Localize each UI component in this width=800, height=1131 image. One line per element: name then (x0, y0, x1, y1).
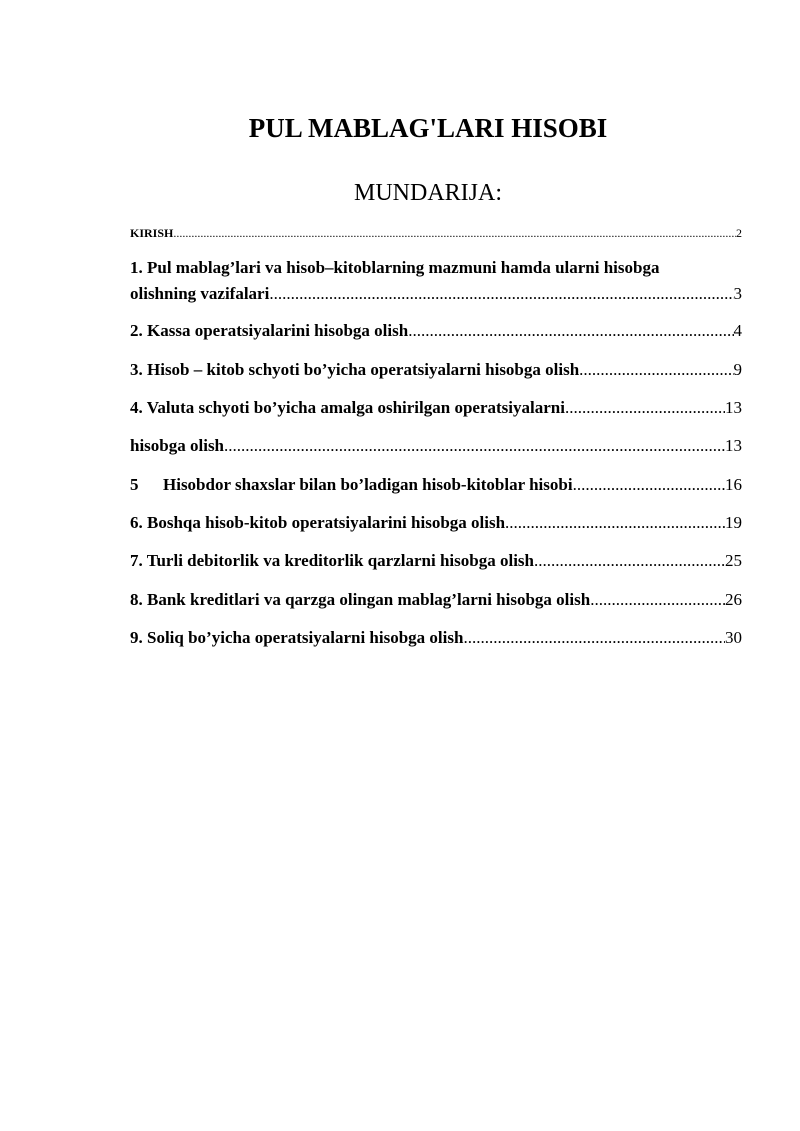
toc-entry-7[interactable] (130, 551, 742, 571)
toc-leader-dots (590, 590, 725, 610)
toc-page-number: 2 (736, 226, 742, 240)
toc-page-number: 13 (725, 436, 742, 455)
toc-entry-4-continued[interactable] (130, 436, 742, 456)
toc-entry-label: 2. Kassa operatsiyalarini hisobga olish (130, 321, 409, 340)
toc-page-number: 3 (733, 284, 742, 303)
toc-entry-9[interactable] (130, 628, 742, 648)
toc-entry-1-line1[interactable]: 1. Pul mablag’lari va hisob–kitoblarning mazmuni hamda ularni hisobga (130, 258, 660, 277)
toc-entry-label: 4. Valuta schyoti bo’yicha amalga oshirilgan operatsiyalarni (130, 398, 565, 417)
toc-heading: MUNDARIJA: (353, 180, 502, 206)
toc-entry-label: 3. Hisob – kitob schyoti bo’yicha operatsiyalarni hisobga olish (130, 360, 580, 379)
toc-entry-label (130, 475, 573, 495)
toc-page-number: 13 (725, 398, 742, 417)
document-title: PUL MABLAG'LARI HISOBI (248, 113, 608, 143)
toc-entry-6[interactable] (130, 513, 742, 533)
toc-entry-3[interactable] (130, 360, 742, 380)
toc-entry-text: Hisobdor shaxslar bilan bo’ladigan hisob-kitoblar hisobi (163, 475, 573, 494)
toc-entry-5[interactable] (130, 475, 742, 495)
toc-leader-dots (573, 475, 725, 495)
toc-leader-dots (534, 551, 725, 571)
toc-entry-label: 8. Bank kreditlari va qarzga olingan mablag’larni hisobga olish (130, 590, 591, 609)
toc-leader-dots (224, 436, 725, 456)
toc-entry-label: 9. Soliq bo’yicha operatsiyalarni hisobga olish (130, 628, 464, 647)
toc-entry-kirish[interactable] (130, 226, 742, 241)
toc-page-number: 19 (725, 513, 742, 532)
toc-entry-label: KIRISH (130, 226, 174, 240)
toc-entry-1[interactable] (130, 284, 742, 304)
toc-entry-label: 6. Boshqa hisob-kitob operatsiyalarini hisobga olish (130, 513, 506, 532)
toc-entry-label: 7. Turli debitorlik va kreditorlik qarzlarni hisobga olish (130, 551, 534, 570)
toc-page-number: 25 (725, 551, 742, 570)
toc-entry-label: olishning vazifalari (130, 284, 270, 303)
toc-entry-4[interactable] (130, 398, 742, 418)
toc-leader-dots (408, 321, 733, 341)
toc-page-number: 26 (725, 590, 742, 609)
toc-entry-label: hisobga olish (130, 436, 225, 455)
toc-entry-number: 5 (130, 475, 139, 494)
toc-entry-8[interactable] (130, 590, 742, 610)
toc-page-number: 16 (725, 475, 742, 494)
toc-leader-dots (579, 360, 733, 380)
toc-page-number: 9 (733, 360, 742, 379)
toc-leader-dots (505, 513, 725, 533)
toc-entry-2[interactable] (130, 321, 742, 341)
toc-leader-dots (463, 628, 725, 648)
toc-leader-dots (269, 284, 733, 304)
toc-leader-dots (565, 398, 725, 418)
toc-leader-dots (173, 226, 736, 241)
toc-page-number: 4 (733, 321, 742, 340)
toc-page-number: 30 (725, 628, 742, 647)
